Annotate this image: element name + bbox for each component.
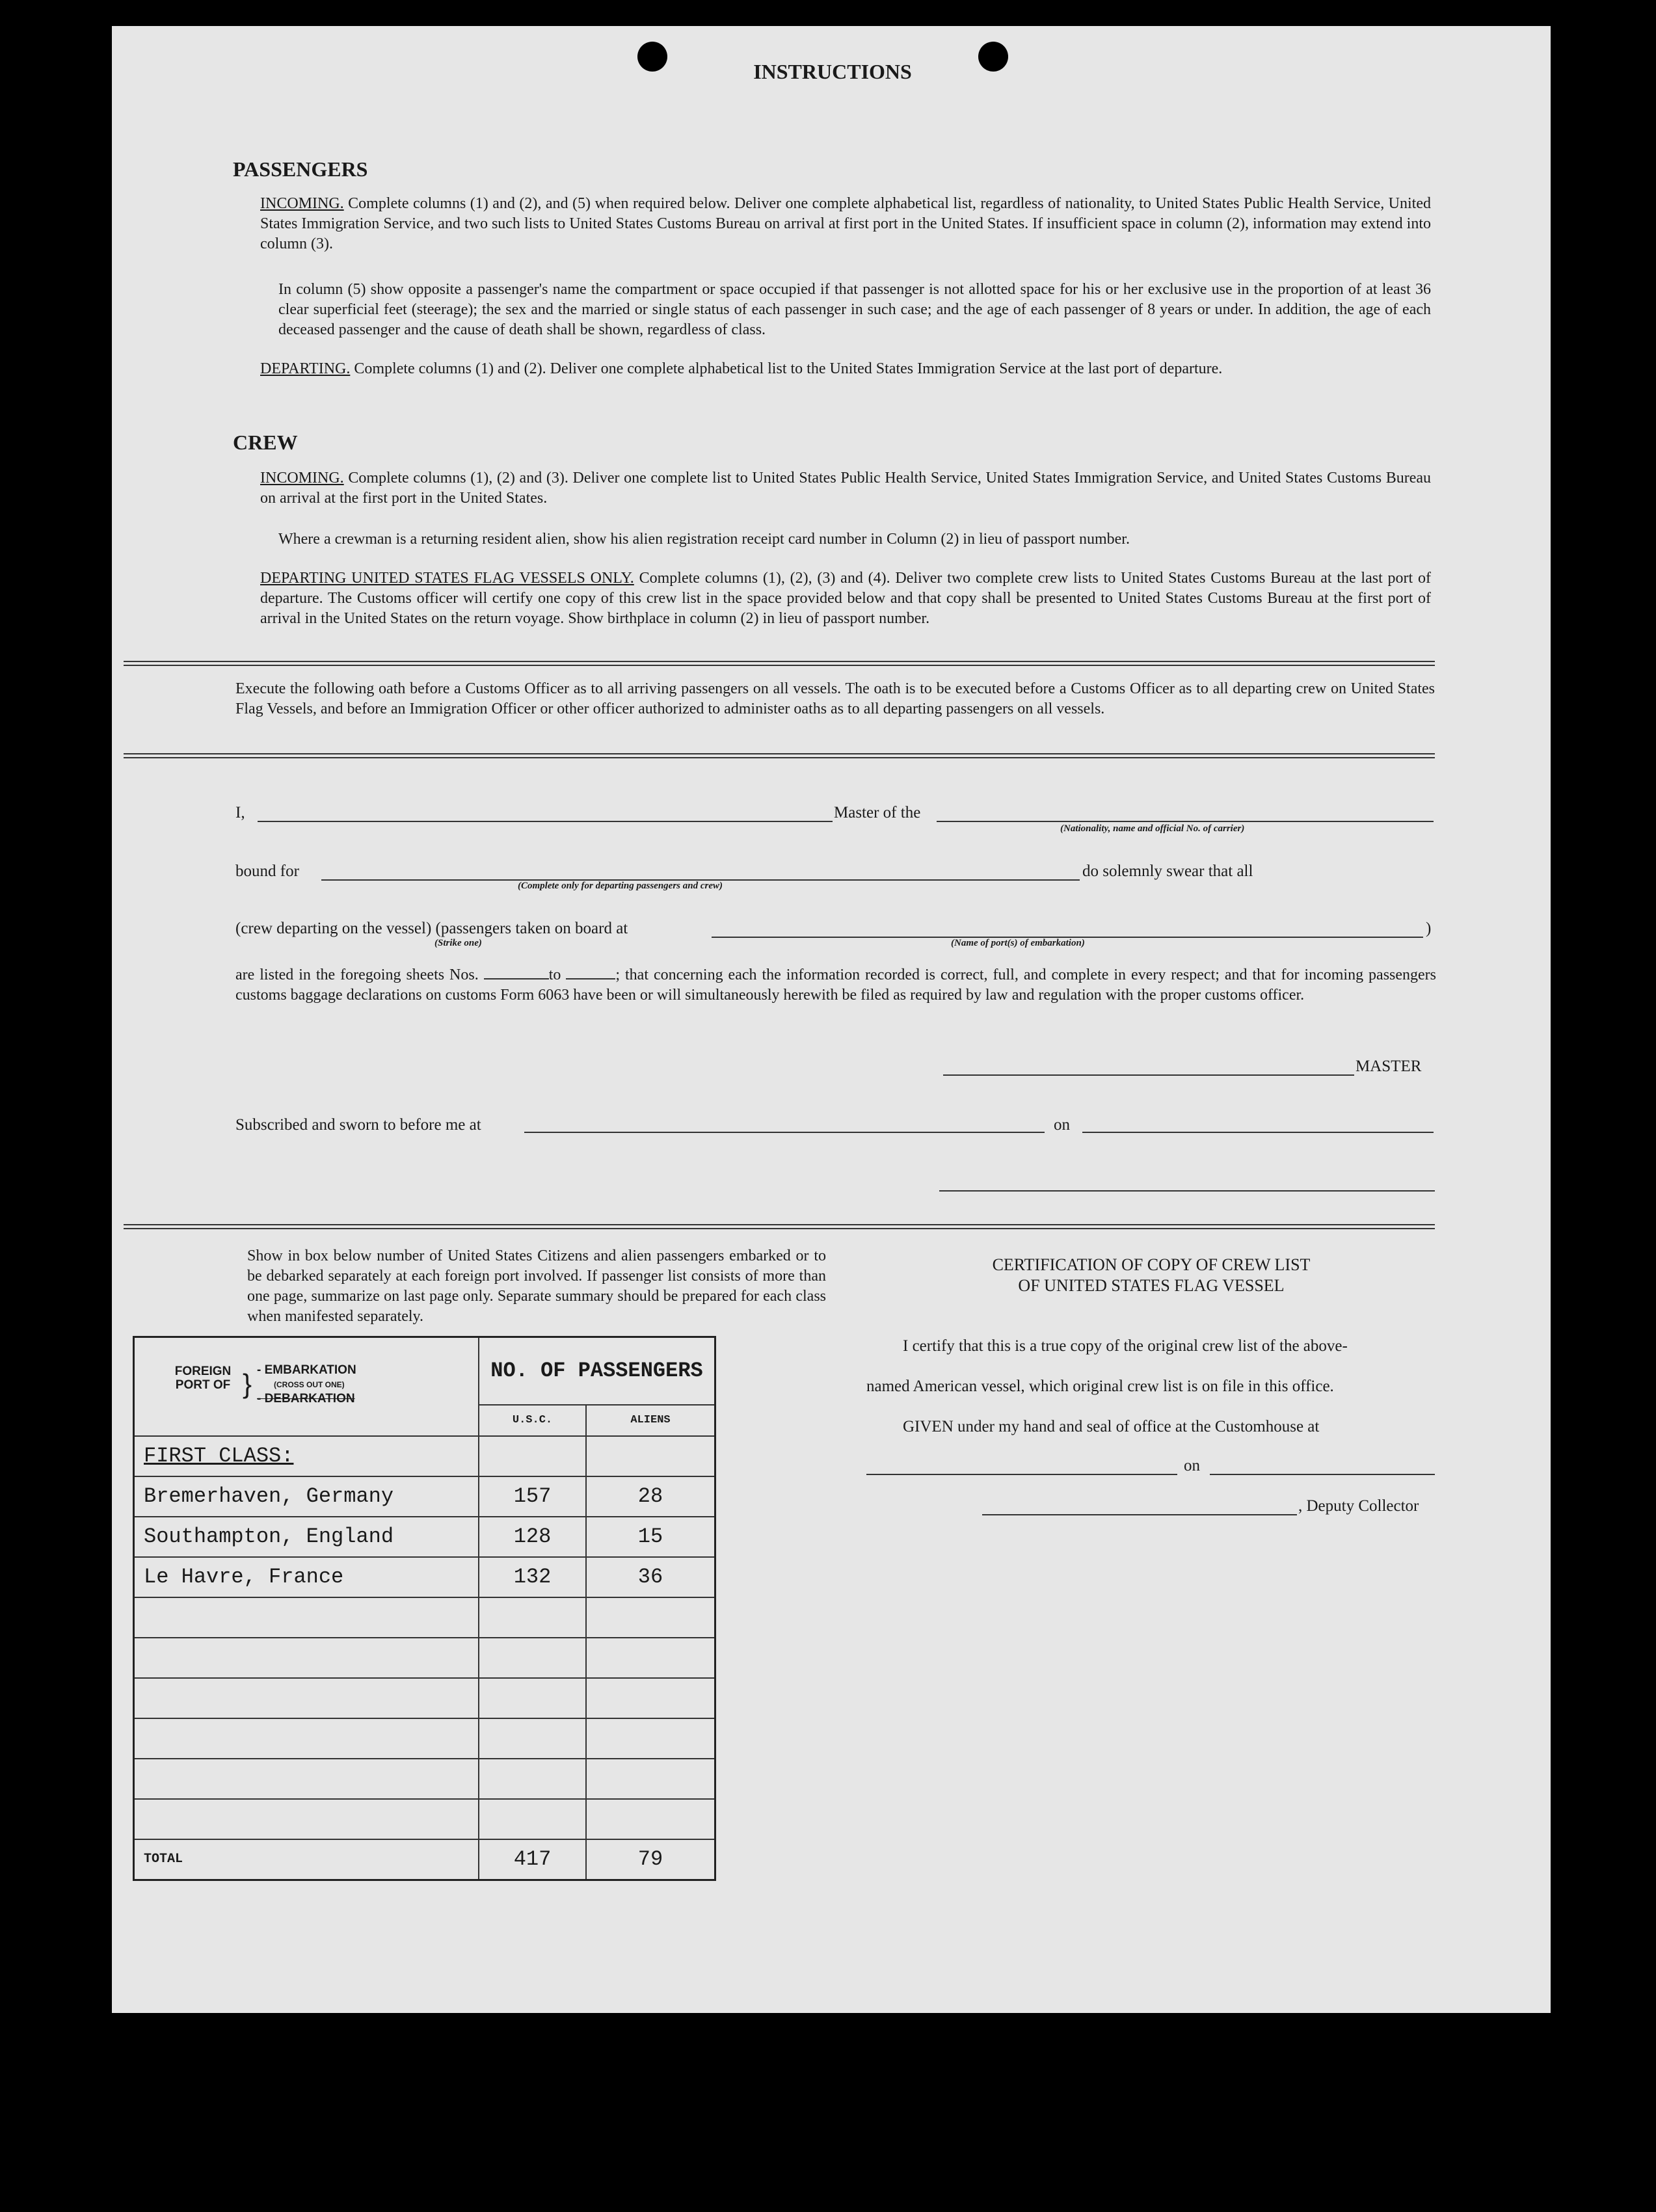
passenger-summary-table [133,1336,716,1881]
listed-to: to [548,966,561,983]
certification-heading-1: CERTIFICATION OF COPY OF CREW LIST [992,1255,1311,1274]
passengers-heading: PASSENGERS [233,157,368,181]
deputy-collector-label: , Deputy Collector [1298,1497,1419,1515]
class-label: FIRST CLASS: [134,1436,479,1476]
usc-cell: 132 [479,1557,586,1597]
page-title: INSTRUCTIONS [753,60,912,83]
port-cell[interactable] [134,1718,479,1759]
aliens-cell[interactable] [586,1678,715,1718]
customhouse-field[interactable] [866,1474,1177,1475]
certification-heading-2: OF UNITED STATES FLAG VESSEL [1018,1276,1285,1295]
port-cell[interactable] [134,1597,479,1638]
port-cell: Southampton, England [134,1517,479,1557]
divider [124,661,1435,666]
table-row [134,1718,715,1759]
crew-incoming-label: INCOMING. [260,470,344,486]
crew-departing-text: (crew departing on the vessel) (passengers taken on board at [235,920,628,937]
departing-text: Complete columns (1) and (2). Deliver one complete alphabetical list to the United States Immigration Service at the last port of departure. [354,360,1223,377]
port-header-cell [134,1337,479,1436]
master-of-the-label: Master of the [834,804,921,821]
port-cell: Bremerhaven, Germany [134,1476,479,1517]
aliens-cell[interactable] [586,1597,715,1638]
port-cell: Le Havre, France [134,1557,479,1597]
usc-cell [479,1436,586,1476]
swear-text: do solemnly swear that all [1082,862,1253,880]
aliens-cell: 15 [586,1517,715,1557]
departing-caption: (Complete only for departing passengers and crew) [518,881,723,891]
aliens-cell[interactable] [586,1799,715,1839]
sheet-from-field[interactable] [484,965,549,979]
aliens-cell [586,1436,715,1476]
aliens-cell: 28 [586,1476,715,1517]
debarkation-label: - DEBARKATION [257,1391,355,1406]
brace-icon: } [243,1368,252,1399]
carrier-field[interactable] [937,821,1434,822]
crew-incoming-text: Complete columns (1), (2) and (3). Deliver one complete list to United States Public Health Service, United States Immigration Service, and United States Customs Bureau on arrival at the first port in the United States. [260,470,1431,507]
sheet-to-field[interactable] [566,965,615,979]
aliens-header: ALIENS [586,1405,715,1436]
oath-intro: Execute the following oath before a Customs Officer as to all arriving passengers on all vessels. The oath is to be executed before a Customs Officer as to all departing crew on United States Flag Vessels, and before an Immigration Officer or other officer authorized to administer oaths as to all departing passengers on all vessels. [235,680,1435,717]
table-row [134,1799,715,1839]
aliens-cell: 36 [586,1557,715,1597]
table-row [134,1597,715,1638]
certification-text-3: GIVEN under my hand and seal of office at the Customhouse at [903,1418,1320,1435]
on-label: on [1054,1116,1070,1134]
column5-paragraph: In column (5) show opposite a passenger's name the compartment or space occupied if that passenger is not allotted space for his or her exclusive use in the proportion of at least 36 clear superficial feet (steerage); the sex and the married or single status of each passenger in such case; and the age of each passenger of 8 years or under. In addition, the age of each deceased passenger and the cause of death shall be shown, regardless of class. [278,281,1431,338]
port-cell[interactable] [134,1638,479,1678]
no-of-passengers-header: NO. OF PASSENGERS [479,1337,715,1405]
table-row [134,1476,715,1517]
foreign-port-label: FOREIGN PORT OF [174,1364,232,1392]
crew-resident-paragraph: Where a crewman is a returning resident alien, show his alien registration receipt card number in Column (2) in lieu of passport number. [278,531,1130,548]
crew-departing-label: DEPARTING UNITED STATES FLAG VESSELS ONLY. [260,570,634,587]
aliens-cell[interactable] [586,1759,715,1799]
total-usc: 417 [479,1839,586,1880]
usc-cell[interactable] [479,1799,586,1839]
official-signature-field[interactable] [939,1190,1435,1192]
usc-cell[interactable] [479,1759,586,1799]
certification-date-field[interactable] [1210,1474,1435,1475]
listed-text-a: are listed in the foregoing sheets Nos. [235,966,479,983]
certification-text-2: named American vessel, which original crew list is on file in this office. [866,1378,1334,1395]
listed-text-b: ; that concerning each the information recorded is correct, full, and complete in every respect; and that for incoming passengers customs baggage declarations on customs Form 6063 have been or will simultaneously herewith be filed as required by law and regulation with the proper customs officer. [235,966,1437,1004]
passengers-departing-paragraph [260,359,1431,379]
total-row [134,1839,715,1880]
aliens-cell[interactable] [586,1718,715,1759]
summary-instructions: Show in box below number of United States Citizens and alien passengers embarked or to be debarked separately at each foreign port involved. If passenger list consists of more than one page, summarize on last page only. Separate summary should be prepared for each class when manifested separately. [247,1247,826,1325]
divider [124,1224,1435,1229]
ports-caption: (Name of port(s) of embarkation) [951,938,1085,948]
table-row [134,1557,715,1597]
crew-departing-text: Complete columns (1), (2), (3) and (4). Deliver two complete crew lists to United States Customs Bureau at the last port of departure. The Customs officer will certify one copy of this crew list in the space provided below and that copy shall be presented to United States Customs Bureau at the first port of arrival in the United States on the return voyage. Show birthplace in column (2) in lieu of passport number. [260,570,1431,627]
divider [124,753,1435,758]
strike-one-caption: (Strike one) [434,938,482,948]
table-row [134,1517,715,1557]
incoming-text: Complete columns (1) and (2), and (5) when required below. Deliver one complete alphabetical list, regardless of nationality, to United States Public Health Service, United States Immigration Service, and two such lists to United States Customs Bureau on arrival at first port in the United States. If insufficient space in column (2), information may extend into column (3). [260,195,1432,252]
usc-cell: 157 [479,1476,586,1517]
bound-for-label: bound for [235,862,299,880]
embarkation-label: - EMBARKATION [257,1363,356,1377]
crew-departing-paragraph [260,568,1431,629]
master-name-field[interactable] [258,821,833,822]
usc-cell[interactable] [479,1597,586,1638]
usc-cell: 128 [479,1517,586,1557]
usc-cell[interactable] [479,1638,586,1678]
crew-incoming-paragraph [260,468,1431,509]
table-row [134,1678,715,1718]
usc-cell[interactable] [479,1718,586,1759]
deputy-signature-field[interactable] [982,1514,1297,1515]
master-signature-field[interactable] [943,1074,1354,1076]
master-label: MASTER [1356,1058,1422,1075]
total-aliens: 79 [586,1839,715,1880]
sworn-date-field[interactable] [1082,1132,1434,1133]
certification-text-1: I certify that this is a true copy of the original crew list of the above- [903,1337,1348,1355]
table-row [134,1759,715,1799]
carrier-caption: (Nationality, name and official No. of carrier) [1060,823,1245,834]
cross-out-label: (CROSS OUT ONE) [274,1379,345,1389]
port-cell[interactable] [134,1799,479,1839]
listed-paragraph [235,965,1436,1006]
oath-i: I, [235,804,245,821]
aliens-cell[interactable] [586,1638,715,1678]
subscribed-label: Subscribed and sworn to before me at [235,1116,481,1134]
certification-on-label: on [1184,1457,1200,1474]
usc-cell[interactable] [479,1678,586,1718]
close-paren: ) [1426,920,1432,937]
port-cell[interactable] [134,1759,479,1799]
passengers-incoming-paragraph [260,194,1431,254]
crew-heading: CREW [233,431,298,454]
usc-header: U.S.C. [479,1405,586,1436]
total-label: TOTAL [134,1839,479,1880]
port-cell[interactable] [134,1678,479,1718]
departing-label: DEPARTING. [260,360,351,377]
table-row [134,1436,715,1476]
sworn-place-field[interactable] [524,1132,1045,1133]
table-row [134,1638,715,1678]
incoming-label: INCOMING. [260,195,344,212]
